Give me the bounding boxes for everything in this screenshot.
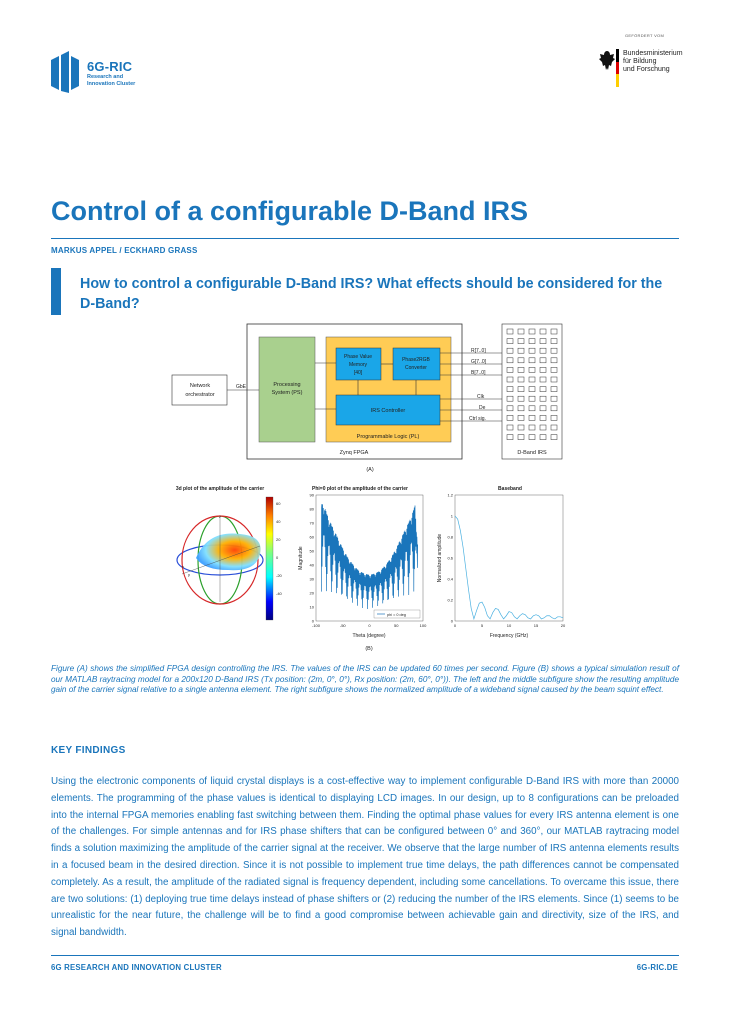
y-tick-label: 0.8 xyxy=(447,534,453,540)
ministry-line3: und Forschung xyxy=(623,66,670,74)
key-findings-body: Using the electronic components of liquid crystal displays is a cost-effective way to implement configurable D-Band IRS with more than 20000 elements. The programming of the phase values is identical to displaying LCD images. In our design, up to 8 configurations can be preloaded into the internal FPGA memories enabling fast switching between them. Finding the optimal phase values for every IRS antenna element is one of the challenges. For simple antennas and for IRS phase shifters that can be configured between 0° and 360°, our MATLAB raytracing model finds a solution maximizing the amplitude of the carrier signal at the receiver. We observe that the large number of IRS antenna elements results in a focused beam in the desired direction. Since it is not possible to implement true time delays, the path differences cannot be compensated completely. As a result, the amplitude of the radiated signal is frequency dependent, including some cancellations. To overcame this issue, there are two solutions: (1) deploying true time delays instead of phase shifters or (2) reducing the number of the IRS elements. Since (1) seems to be unrealistic for the near future, the challenge will be to find a good compromise between achievable gain and directivity, size of the IRS, and signal bandwidth. xyxy=(51,776,679,939)
irs-element xyxy=(518,425,524,430)
p3-ylabel: Normalized amplitude xyxy=(437,533,443,583)
irs-element xyxy=(507,415,513,420)
sig-clk-label: Clk xyxy=(477,394,485,400)
x-tick-label: 5 xyxy=(480,623,484,628)
sig-r-label: R[7..0] xyxy=(471,348,486,354)
page-title: Control of a configurable D-Band IRS xyxy=(51,196,528,226)
figure-b-simulation-plots xyxy=(168,482,578,654)
logo-subtitle-line2: Innovation Cluster xyxy=(87,81,136,87)
irs-element xyxy=(507,406,513,411)
ministry-line1: Bundesministerium xyxy=(623,50,683,57)
p3-xlabel: Frequency (GHz) xyxy=(489,633,529,639)
figure-caption: Figure (A) shows the simplified FPGA design controlling the IRS. The values of the IRS can be updated 60 times per second. Figure (B) shows a typical simulation result of our MATLAB raytracing model for a 200x120 D-Band IRS (Tx position: (2m, 0°, 0°), Rx position: (2m, 60°, 0°)). The left and the middle subfigure show the resulting amplitude gain of the carrier signal relative to a single antenna element. The right subfigure shows the normalized amplitude of a wideband signal caused by the beam squint effect. xyxy=(51,664,679,694)
title-divider xyxy=(51,238,679,239)
y-tick-label: 30 xyxy=(309,576,314,582)
irs-element xyxy=(529,377,535,382)
footer-organisation: 6G RESEARCH AND INNOVATION CLUSTER xyxy=(51,963,222,972)
irs-element xyxy=(529,406,535,411)
conv-label-2: Converter xyxy=(405,365,427,371)
sig-b-label: B[7..0] xyxy=(471,370,486,376)
x-tick-label: 0 xyxy=(453,623,457,628)
ps-label-1: Processing xyxy=(273,382,301,388)
irs-element xyxy=(551,348,557,353)
irs-element xyxy=(529,415,535,420)
x-tick-label: 100 xyxy=(419,623,427,628)
irs-element xyxy=(540,435,546,440)
p3-axes xyxy=(455,495,563,621)
y-tick-label: 0.4 xyxy=(447,576,453,582)
irs-element xyxy=(551,406,557,411)
p2-ylabel: Magnitude xyxy=(298,546,304,570)
x-tick-label: 20 xyxy=(560,623,566,628)
x-tick-label: 50 xyxy=(394,623,399,628)
y-tick-label: 0.2 xyxy=(447,597,453,603)
y-tick-label: 1 xyxy=(450,513,453,519)
irs-element xyxy=(507,377,513,382)
irs-element xyxy=(507,435,513,440)
ps-label-2: System (PS) xyxy=(271,390,303,396)
footer-divider xyxy=(51,955,679,956)
irs-element xyxy=(529,387,535,392)
gbe-label: GbE xyxy=(236,384,247,390)
irs-element xyxy=(551,377,557,382)
irs-element xyxy=(507,396,513,401)
colorbar-ticks xyxy=(276,501,283,596)
logo-subtitle xyxy=(87,74,135,88)
zynq-label: Zynq FPGA xyxy=(339,450,369,456)
y-tick-label: 0 xyxy=(450,618,453,624)
p2-xlabel: Theta (degree) xyxy=(352,633,386,639)
y-tick-label: 1.2 xyxy=(447,492,453,498)
x-tick-label: -100 xyxy=(311,623,321,628)
sig-de-label: De xyxy=(479,405,486,411)
colorbar-tick-label: 40 xyxy=(276,519,281,524)
irs-controller-label: IRS Controller xyxy=(370,408,406,414)
pvm-label-1: Phase Value xyxy=(344,354,372,360)
irs-element xyxy=(529,348,535,353)
phase2rgb-converter-block xyxy=(393,348,440,380)
colorbar-tick-label: 0 xyxy=(276,555,279,560)
figure-b-label: (B) xyxy=(365,646,373,652)
y-tick-label: 20 xyxy=(309,590,314,596)
irs-element xyxy=(540,415,546,420)
research-question: How to control a configurable D-Band IRS? What effects should be considered for the D-Band? xyxy=(80,276,663,312)
irs-element xyxy=(507,329,513,334)
network-label-2: orchestrator xyxy=(185,392,215,398)
logo-subtitle-line1: Research and xyxy=(87,74,124,80)
3d-sphere-plot xyxy=(177,514,263,604)
irs-element xyxy=(540,348,546,353)
irs-element xyxy=(540,377,546,382)
axis-z-label: z xyxy=(219,514,221,519)
irs-element xyxy=(507,348,513,353)
x-tick-label: 15 xyxy=(533,623,539,628)
authors: MARKUS APPEL / ECKHARD GRASS xyxy=(51,246,198,255)
irs-element xyxy=(540,329,546,334)
irs-element xyxy=(551,358,557,363)
funded-by-label: GEFÖRDERT VOM xyxy=(625,33,665,38)
pvm-label-2: Memory xyxy=(348,362,368,368)
irs-element xyxy=(540,339,546,344)
irs-element xyxy=(551,435,557,440)
irs-element xyxy=(507,425,513,430)
irs-element xyxy=(518,329,524,334)
y-tick-label: 90 xyxy=(309,492,314,498)
irs-element xyxy=(540,396,546,401)
axis-y-label: y xyxy=(188,572,190,577)
pl-label: Programmable Logic (PL) xyxy=(356,434,420,440)
irs-element xyxy=(518,435,524,440)
sig-g-label: G[7..0] xyxy=(471,359,487,365)
axis-x-label: x xyxy=(182,564,184,569)
p3-title: Baseband xyxy=(498,486,522,492)
y-tick-label: 70 xyxy=(309,520,314,526)
y-tick-label: 40 xyxy=(309,562,314,568)
x-tick-label: -50 xyxy=(339,623,346,628)
irs-element xyxy=(518,415,524,420)
colorbar-tick-label: -20 xyxy=(276,573,282,578)
ministry-line2: für Bildung xyxy=(623,58,657,66)
pvm-label-3: [40] xyxy=(353,370,363,376)
irs-element xyxy=(529,358,535,363)
network-label-1: Network xyxy=(189,383,211,389)
y-tick-label: 50 xyxy=(309,548,314,554)
irs-element xyxy=(551,387,557,392)
irs-element xyxy=(518,377,524,382)
irs-element xyxy=(540,406,546,411)
irs-element xyxy=(551,415,557,420)
irs-element xyxy=(529,339,535,344)
irs-element xyxy=(540,367,546,372)
irs-element xyxy=(529,329,535,334)
irs-element xyxy=(551,425,557,430)
colorbar-tick-label: 60 xyxy=(276,501,281,506)
irs-element xyxy=(518,348,524,353)
y-tick-label: 0 xyxy=(311,618,314,624)
irs-element xyxy=(551,329,557,334)
y-tick-label: 80 xyxy=(309,506,314,512)
irs-element xyxy=(540,425,546,430)
irs-element xyxy=(529,396,535,401)
logo-name: 6G-RIC xyxy=(87,59,133,74)
irs-element xyxy=(540,358,546,363)
irs-element xyxy=(507,358,513,363)
x-tick-label: 10 xyxy=(506,623,512,628)
irs-element xyxy=(518,339,524,344)
y-tick-label: 0.6 xyxy=(447,555,453,561)
irs-element xyxy=(507,387,513,392)
x-tick-label: 0 xyxy=(368,623,371,628)
irs-element xyxy=(518,358,524,363)
colorbar-tick-label: -40 xyxy=(276,591,282,596)
irs-element xyxy=(507,367,513,372)
p2-legend-label: phi = 0 deg xyxy=(387,613,406,617)
irs-element xyxy=(518,396,524,401)
question-accent-bar xyxy=(51,268,61,315)
figure-a-label: (A) xyxy=(366,467,374,473)
dband-label: D-Band IRS xyxy=(517,450,547,456)
network-orchestrator-block xyxy=(172,375,227,405)
key-findings-heading: KEY FINDINGS xyxy=(51,745,126,756)
irs-element xyxy=(507,339,513,344)
federal-eagle-icon xyxy=(598,49,616,73)
irs-element xyxy=(518,406,524,411)
sig-ctrl-label: Ctrl sig. xyxy=(469,416,486,422)
irs-element xyxy=(551,339,557,344)
colorbar-tick-label: 20 xyxy=(276,537,281,542)
p1-title: 3d plot of the amplitude of the carrier xyxy=(175,486,265,492)
figure-a-fpga-diagram xyxy=(170,323,570,473)
footer-website-link[interactable]: 6G-RIC.DE xyxy=(636,963,678,972)
colorbar xyxy=(266,497,273,620)
irs-element xyxy=(518,367,524,372)
irs-element xyxy=(529,435,535,440)
y-tick-label: 60 xyxy=(309,534,314,540)
6g-ric-logo-mark xyxy=(51,50,81,94)
irs-element xyxy=(540,387,546,392)
ministry-name xyxy=(623,50,683,75)
y-tick-label: 10 xyxy=(309,604,314,610)
irs-element xyxy=(529,367,535,372)
irs-element xyxy=(551,396,557,401)
irs-element xyxy=(551,367,557,372)
conv-label-1: Phase2RGB xyxy=(402,357,430,363)
p2-title: Phi=0 plot of the amplitude of the carrier xyxy=(312,486,408,492)
irs-element xyxy=(529,425,535,430)
german-flag-stripe xyxy=(616,49,619,87)
irs-element xyxy=(518,387,524,392)
